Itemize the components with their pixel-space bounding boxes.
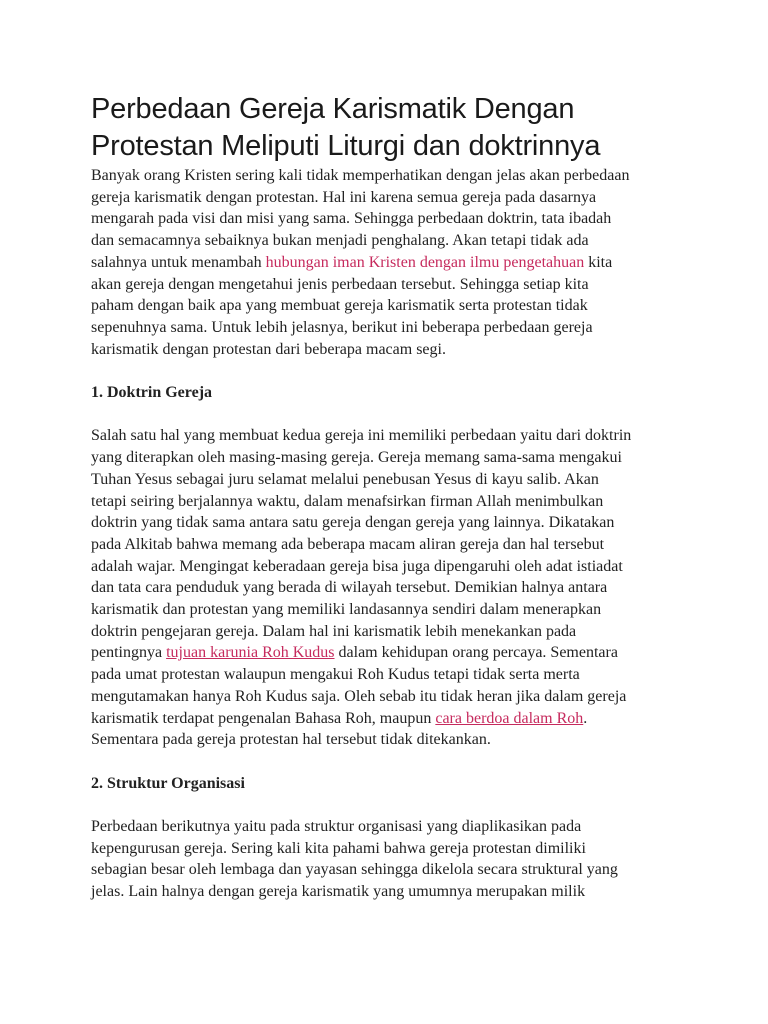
section-heading-doktrin: 1. Doktrin Gereja [91,384,213,402]
text-line [91,708,741,730]
text-line: adalah wajar. Mengingat keberadaan gereja bisa juga dipengaruhi oleh adat istiadat [91,557,623,575]
paragraph-gap [91,794,741,816]
section-heading-struktur: 2. Struktur Organisasi [91,774,245,792]
text-line: akan gereja dengan mengetahui jenis perbedaan tersebut. Sehingga setiap kita [91,275,589,293]
text-line: Banyak orang Kristen sering kali tidak memperhatikan dengan jelas akan perbedaan [91,167,630,184]
text-line [91,252,741,274]
paragraph-gap [91,751,741,773]
intro-paragraph [91,165,741,360]
text-line: kepengurusan gereja. Sering kali kita pahami bahwa gereja protestan dimiliki [91,839,586,857]
text-line: dan tata cara penduduk yang berada di wilayah tersebut. Demikian halnya antara [91,579,608,597]
section2-paragraph [91,816,741,903]
text-fragment: karismatik terdapat pengenalan Bahasa Roh, maupun [91,709,436,727]
article-body [91,165,741,903]
text-line: Tuhan Yesus sebagai juru selamat melalui penebusan Yesus di kayu salib. Akan [91,470,599,488]
text-line [91,642,741,664]
text-line: sebagian besar oleh lembaga dan yayasan sehingga dikelola secara struktural yang [91,861,618,879]
text-fragment: pentingnya [91,644,167,662]
text-line: pada umat protestan walaupun mengakui Roh Kudus tetapi tidak serta merta [91,666,580,684]
paragraph-gap [91,404,741,426]
text-fragment: dalam kehidupan orang percaya. Sementara [334,644,618,662]
text-line: yang diterapkan oleh masing-masing gereja. Gereja memang sama-sama mengakui [91,449,622,467]
text-line: sepenuhnya sama. Untuk lebih jelasnya, berikut ini beberapa perbedaan gereja [91,318,593,336]
link-tujuan-karunia-roh-kudus[interactable]: tujuan karunia Roh Kudus [166,644,335,662]
text-line: doktrin yang tidak sama antara satu gereja dengan gereja yang lainnya. Dikatakan [91,514,615,532]
text-line: jelas. Lain halnya dengan gereja karismatik yang umumnya merupakan milik [91,883,586,901]
text-line: dan semacamnya sebaiknya bukan menjadi penghalang. Akan tetapi tidak ada [91,232,589,250]
text-line: karismatik dan protestan yang memiliki landasannya sendiri dalam menerapkan [91,601,602,619]
text-line: paham dengan baik apa yang membuat gereja karismatik serta protestan tidak [91,297,588,315]
text-fragment: salahnya untuk menambah [91,253,266,271]
text-line: pada Alkitab bahwa memang ada beberapa macam aliran gereja dan hal tersebut [91,535,605,553]
text-line: doktrin pengejaran gereja. Dalam hal ini karismatik lebih menekankan pada [91,622,577,640]
text-line: mengutamakan hanya Roh Kudus saja. Oleh sebab itu tidak heran jika dalam gereja [91,687,627,705]
text-line: Perbedaan berikutnya yaitu pada struktur organisasi yang diaplikasikan pada [91,818,582,836]
text-fragment: kita [584,253,613,271]
link-hubungan-iman-kristen[interactable]: hubungan iman Kristen dengan ilmu pengetahuan [265,253,585,271]
text-line: mengarah pada visi dan misi yang sama. Sehingga perbedaan doktrin, tata ibadah [91,210,612,228]
text-line: karismatik dengan protestan dari beberapa macam segi. [91,340,446,358]
text-line: gereja karismatik dengan protestan. Hal ini karena semua gereja pada dasarnya [91,188,597,206]
article-title [91,91,751,165]
title-line-2: Protestan Meliputi Liturgi dan doktrinnya [91,130,601,162]
title-line-1: Perbedaan Gereja Karismatik Dengan [91,93,575,125]
paragraph-gap [91,360,741,382]
section1-paragraph [91,425,741,751]
text-line: Sementara pada gereja protestan hal tersebut tidak ditekankan. [91,731,491,749]
text-line: Salah satu hal yang membuat kedua gereja ini memiliki perbedaan yaitu dari doktrin [91,427,632,445]
text-fragment: . [583,709,588,727]
link-cara-berdoa-dalam-roh[interactable]: cara berdoa dalam Roh [435,709,584,727]
text-line: tetapi seiring berjalannya waktu, dalam menafsirkan firman Allah menimbulkan [91,492,604,510]
